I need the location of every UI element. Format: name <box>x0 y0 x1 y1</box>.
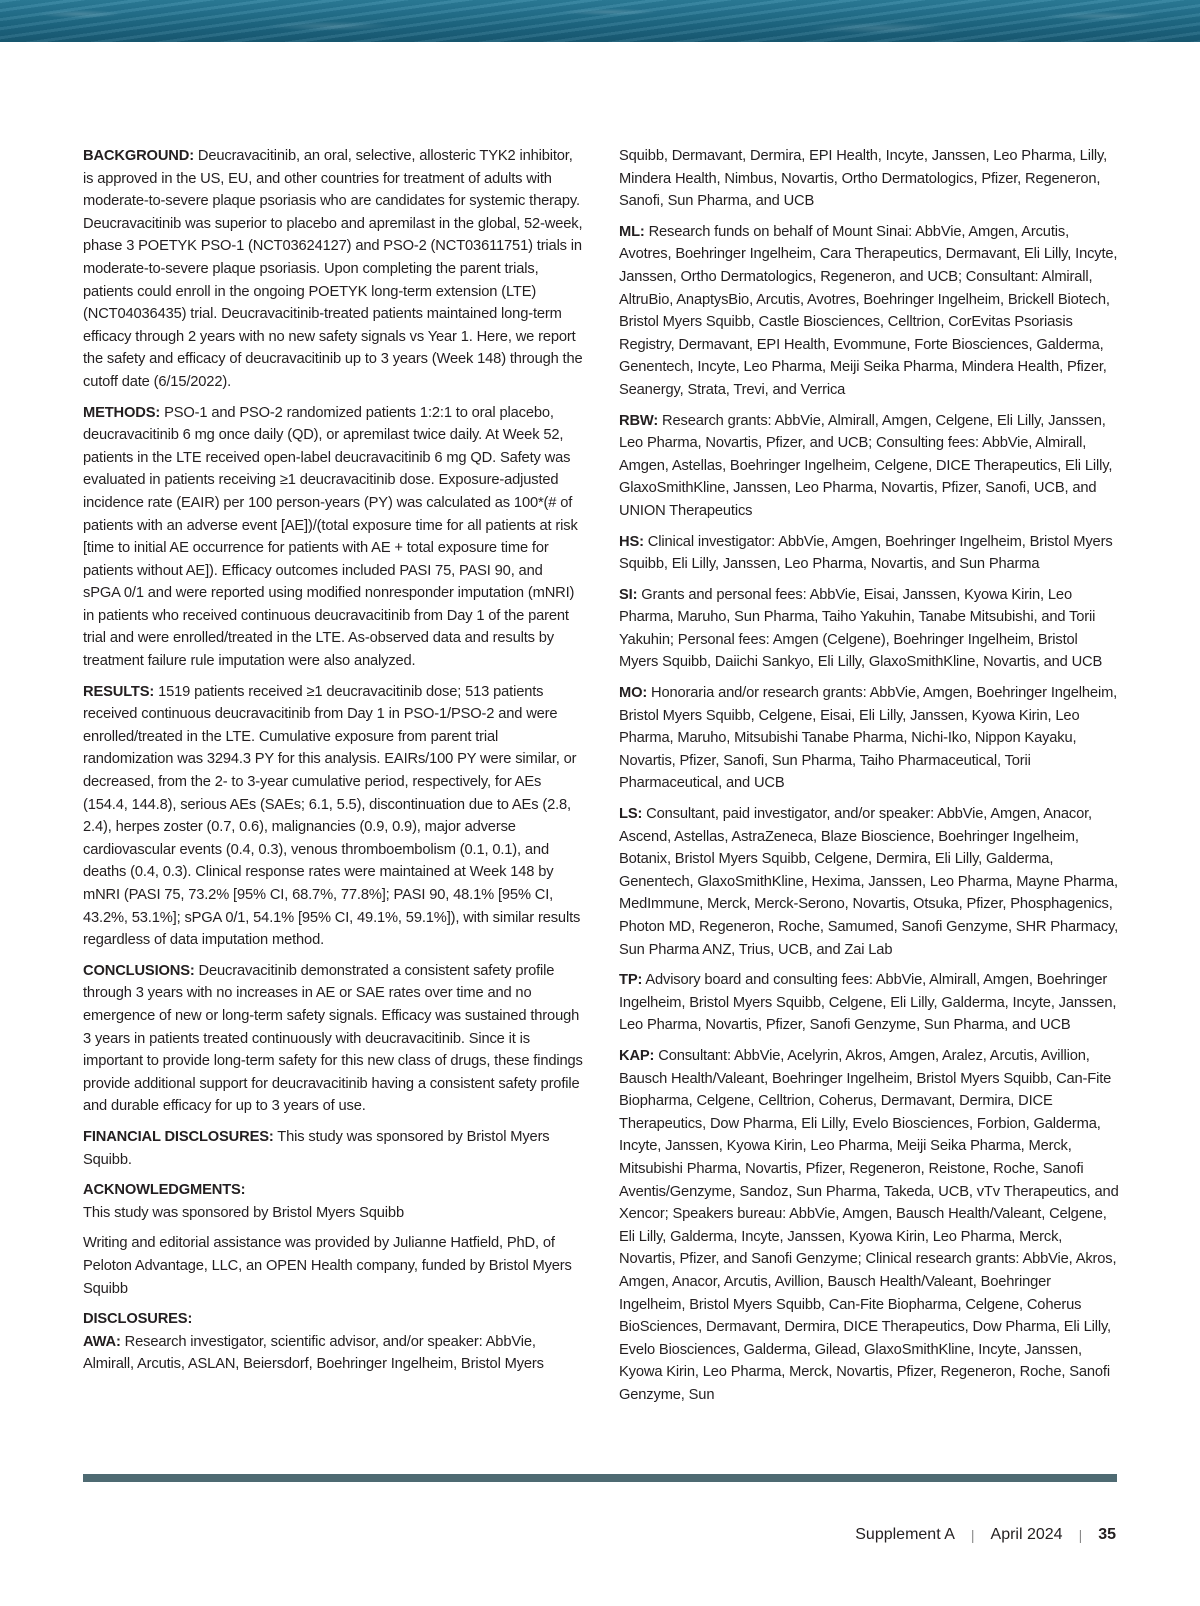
financial-disclosures-text: This study was sponsored by Bristol Myers Squibb. <box>83 1128 550 1168</box>
mo-label: MO: <box>619 685 648 702</box>
financial-disclosures-section <box>83 1126 583 1171</box>
rbw-disclosure <box>619 410 1119 523</box>
left-column <box>83 145 583 1384</box>
page-number: 35 <box>1098 1526 1116 1543</box>
si-text: Grants and personal fees: AbbVie, Eisai, Janssen, Kyowa Kirin, Leo Pharma, Maruho, Sun Pharma, Taiho Yakuhin, Tanabe Mitsubishi, and Torii Yakuhin; Personal fees: Amgen (Celgene), Boehringer Ingelheim, Bristol Myers Squibb, Daiichi Sankyo, Eli Lilly, GlaxoSmithKline, Novartis, and UCB <box>619 586 1103 671</box>
si-label: SI: <box>619 586 638 603</box>
footer-divider <box>83 1474 1117 1482</box>
tp-text: Advisory board and consulting fees: AbbVie, Almirall, Amgen, Boehringer Ingelheim, Bristol Myers Squibb, Celgene, Eli Lilly, Galderma, Incyte, Janssen, Leo Pharma, Novartis, Pfizer, Sanofi Genzyme, Sun Pharma, and UCB <box>619 972 1117 1034</box>
conclusions-text: Deucravacitinib demonstrated a consistent safety profile through 3 years with no increases in AE or SAE rates over time and no emergence of new or long-term safety signals. Efficacy was sustained through 3 years in patients treated continuously with deucravacitinib. Since it is important to provide long-term safety for this new class of drugs, these findings provide additional support for deucravacitinib having a consistent safety profile and durable efficacy for up to 3 years of use. <box>83 962 583 1115</box>
rbw-label: RBW: <box>619 412 659 429</box>
mo-text: Honoraria and/or research grants: AbbVie, Amgen, Boehringer Ingelheim, Bristol Myers Squibb, Celgene, Eisai, Eli Lilly, Janssen, Kyowa Kirin, Leo Pharma, Maruho, Mitsubishi Tanabe Pharma, Nichi-Iko, Nippon Kayaku, Novartis, Pfizer, Sanofi, Sun Pharma, Taiho Pharmaceutical, Torii Pharmaceutical, and UCB <box>619 685 1118 792</box>
awa-label: AWA: <box>83 1333 121 1350</box>
page-footer <box>855 1526 1116 1544</box>
awa-disclosure-continued: Squibb, Dermavant, Dermira, EPI Health, Incyte, Janssen, Leo Pharma, Lilly, Mindera Health, Nimbus, Novartis, Ortho Dermatologics, Pfizer, Regeneron, Sanofi, Sun Pharma, and UCB <box>619 148 1108 210</box>
results-section <box>83 681 583 952</box>
footer-separator-1: | <box>970 1527 975 1543</box>
tp-disclosure <box>619 969 1119 1037</box>
ml-text: Research funds on behalf of Mount Sinai: AbbVie, Amgen, Arcutis, Avotres, Boehringer Ingelheim, Cara Therapeutics, Dermavant, Eli Lilly, Incyte, Janssen, Ortho Dermatologics, Regeneron, and UCB; Consultant: Almirall, AltruBio, AnaptysBio, Arcutis, Avotres, Boehringer Ingelheim, Brickell Biotech, Bristol Myers Squibb, Castle Biosciences, Celltrion, CorEvitas Psoriasis Registry, Dermavant, EPI Health, Evommune, Forte Biosciences, Galderma, Genentech, Incyte, Leo Pharma, Meiji Seika Pharma, Mindera Health, Pfizer, Seanergy, Strata, Trevi, and Verrica <box>619 223 1118 398</box>
ml-disclosure <box>619 221 1119 402</box>
results-text: 1519 patients received ≥1 deucravacitinib dose; 513 patients received continuous deucravacitinib from Day 1 in PSO-1/PSO-2 and were enrolled/treated in the LTE. Cumulative exposure from parent trial randomization was 3294.3 PY for this analysis. EAIRs/100 PY were similar, or decreased, from the 2- to 3-year cumulative period, respectively, for AEs (154.4, 144.8), serious AEs (SAEs; 6.1, 5.5), discontinuation due to AEs (2.8, 2.4), herpes zoster (0.7, 0.6), malignancies (0.9, 0.9), major adverse cardiovascular events (0.4, 0.3), venous thromboembolism (0.1, 0.1), and deaths (0.4, 0.3). Clinical response rates were maintained at Week 148 by mNRI (PASI 75, 73.2% [95% CI, 68.7%, 77.8%]; PASI 90, 48.1% [95% CI, 43.2%, 53.1%]; sPGA 0/1, 54.1% [95% CI, 49.1%, 59.1%]), with similar results regardless of data imputation method. <box>83 683 581 949</box>
disclosures-heading <box>83 1308 583 1331</box>
footer-publication: Supplement A <box>855 1526 955 1543</box>
footer-separator-2: | <box>1078 1527 1083 1543</box>
awa-text: Research investigator, scientific advisor, and/or speaker: AbbVie, Almirall, Arcutis, ASLAN, Beiersdorf, Boehringer Ingelheim, Bristol Myers <box>83 1333 544 1373</box>
si-disclosure <box>619 584 1119 674</box>
conclusions-label: CONCLUSIONS: <box>83 962 195 979</box>
ls-text: Consultant, paid investigator, and/or speaker: AbbVie, Amgen, Anacor, Ascend, Astellas, AstraZeneca, Blaze Bioscience, Boehringer Ingelheim, Botanix, Bristol Myers Squibb, Celgene, Dermira, Eli Lilly, Galderma, Genentech, GlaxoSmithKline, Hexima, Janssen, Leo Pharma, Mayne Pharma, MedImmune, Merck, Merck-Serono, Novartis, Otsuka, Pfizer, Phosphagenics, Photon MD, Regeneron, Roche, Samumed, Sanofi Genzyme, SHR Pharmacy, Sun Pharma ANZ, Trius, UCB, and Zai Lab <box>619 806 1119 958</box>
conclusions-section <box>83 960 583 1118</box>
rbw-text: Research grants: AbbVie, Almirall, Amgen, Celgene, Eli Lilly, Janssen, Leo Pharma, Novartis, Pfizer, and UCB; Consulting fees: AbbVie, Almirall, Amgen, Astellas, Boehringer Ingelheim, Celgene, DICE Therapeutics, Eli Lilly, GlaxoSmithKline, Janssen, Leo Pharma, Novartis, Pfizer, Sanofi, UCB, and UNION Therapeutics <box>619 412 1113 519</box>
hs-disclosure <box>619 531 1119 576</box>
ml-label: ML: <box>619 223 645 240</box>
kap-disclosure <box>619 1045 1119 1407</box>
right-column <box>619 145 1119 1414</box>
awa-disclosure <box>83 1331 583 1376</box>
kap-text: Consultant: AbbVie, Acelyrin, Akros, Amgen, Aralez, Arcutis, Avillion, Bausch Health/Valeant, Boehringer Ingelheim, Bristol Myers Squibb, Can-Fite Biopharma, Celgene, Celltrion, Coherus, Dermavant, Dermira, DICE Therapeutics, Dow Pharma, Eli Lilly, Evelo Biosciences, Forbion, Galderma, Incyte, Janssen, Kyowa Kirin, Leo Pharma, Meiji Seika Pharma, Merck, Mitsubishi Pharma, Novartis, Pfizer, Regeneron, Reistone, Roche, Sanofi Aventis/Genzyme, Sandoz, Sun Pharma, Takeda, UCB, vTv Therapeutics, and Xencor; Speakers bureau: AbbVie, Amgen, Bausch Health/Valeant, Celgene, Eli Lilly, Galderma, Incyte, Janssen, Kyowa Kirin, Leo Pharma, Merck, Novartis, Pfizer, and Sanofi Genzyme; Clinical research grants: AbbVie, Akros, Amgen, Anacor, Arcutis, Avillion, Bausch Health/Valeant, Boehringer Ingelheim, Bristol Myers Squibb, Can-Fite Biopharma, Celgene, Coherus BioSciences, Dermavant, Dermira, DICE Therapeutics, Dow Pharma, Eli Lilly, Evelo Biosciences, Galderma, Gilead, GlaxoSmithKline, Incyte, Janssen, Kyowa Kirin, Leo Pharma, Merck, Novartis, Pfizer, Regeneron, Roche, Sanofi Genzyme, Sun <box>619 1047 1119 1403</box>
background-text: Deucravacitinib, an oral, selective, allosteric TYK2 inhibitor, is approved in the US, EU, and other countries for treatment of adults with moderate-to-severe plaque psoriasis who are candidates for systemic therapy. Deucravacitinib was superior to placebo and apremilast in the global, 52-week, phase 3 POETYK PSO-1 (NCT03624127) and PSO-2 (NCT03611751) trials in moderate-to-severe plaque psoriasis. Upon completing the parent trials, patients could enroll in the ongoing POETYK long-term extension (LTE) (NCT04036435) trial. Deucravacitinib-treated patients maintained long-term efficacy through 2 years with no new safety signals vs Year 1. Here, we report the safety and efficacy of deucravacitinib up to 3 years (Week 148) through the cutoff date (6/15/2022). <box>83 148 583 390</box>
methods-section <box>83 402 583 673</box>
hs-text: Clinical investigator: AbbVie, Amgen, Boehringer Ingelheim, Bristol Myers Squibb, Eli Lilly, Janssen, Leo Pharma, Novartis, and Sun Pharma <box>619 533 1113 573</box>
acknowledgments-heading <box>83 1179 583 1202</box>
ls-disclosure <box>619 803 1119 961</box>
methods-text: PSO-1 and PSO-2 randomized patients 1:2:1 to oral placebo, deucravacitinib 6 mg once daily (QD), or apremilast twice daily. At Week 52, patients in the LTE received open-label deucravacitinib 6 mg QD. Safety was evaluated in patients receiving ≥1 deucravacitinib dose. Exposure-adjusted incidence rate (EAIR) per 100 person-years (PY) was calculated as 100*(# of patients with an adverse event [AE])/(total exposure time for all patients at risk [time to initial AE occurrence for patients with AE + total exposure time for patients without AE]). Efficacy outcomes included PASI 75, PASI 90, and sPGA 0/1 and were reported using modified nonresponder imputation (mNRI) in patients who received continuous deucravacitinib from Day 1 of the parent trial and were enrolled/treated in the LTE. As-observed data and results by treatment failure rule imputation were also analyzed. <box>83 404 578 670</box>
methods-label: METHODS: <box>83 404 161 421</box>
footer-date: April 2024 <box>990 1526 1063 1543</box>
ls-label: LS: <box>619 806 643 823</box>
background-label: BACKGROUND: <box>83 148 194 164</box>
acknowledgments-line-2: Writing and editorial assistance was provided by Julianne Hatfield, PhD, of Peloton Advantage, LLC, an OPEN Health company, funded by Bristol Myers Squibb <box>83 1235 572 1297</box>
acknowledgments-line-1: This study was sponsored by Bristol Myers Squibb <box>83 1204 404 1221</box>
background-section <box>83 145 583 394</box>
acknowledgments-label: ACKNOWLEDGMENTS: <box>83 1182 246 1199</box>
results-label: RESULTS: <box>83 683 155 700</box>
hs-label: HS: <box>619 533 644 550</box>
disclosures-label: DISCLOSURES: <box>83 1311 193 1328</box>
mo-disclosure <box>619 682 1119 795</box>
ocean-header-banner <box>0 0 1200 42</box>
tp-label: TP: <box>619 972 643 989</box>
financial-disclosures-label: FINANCIAL DISCLOSURES: <box>83 1128 274 1145</box>
kap-label: KAP: <box>619 1047 655 1064</box>
